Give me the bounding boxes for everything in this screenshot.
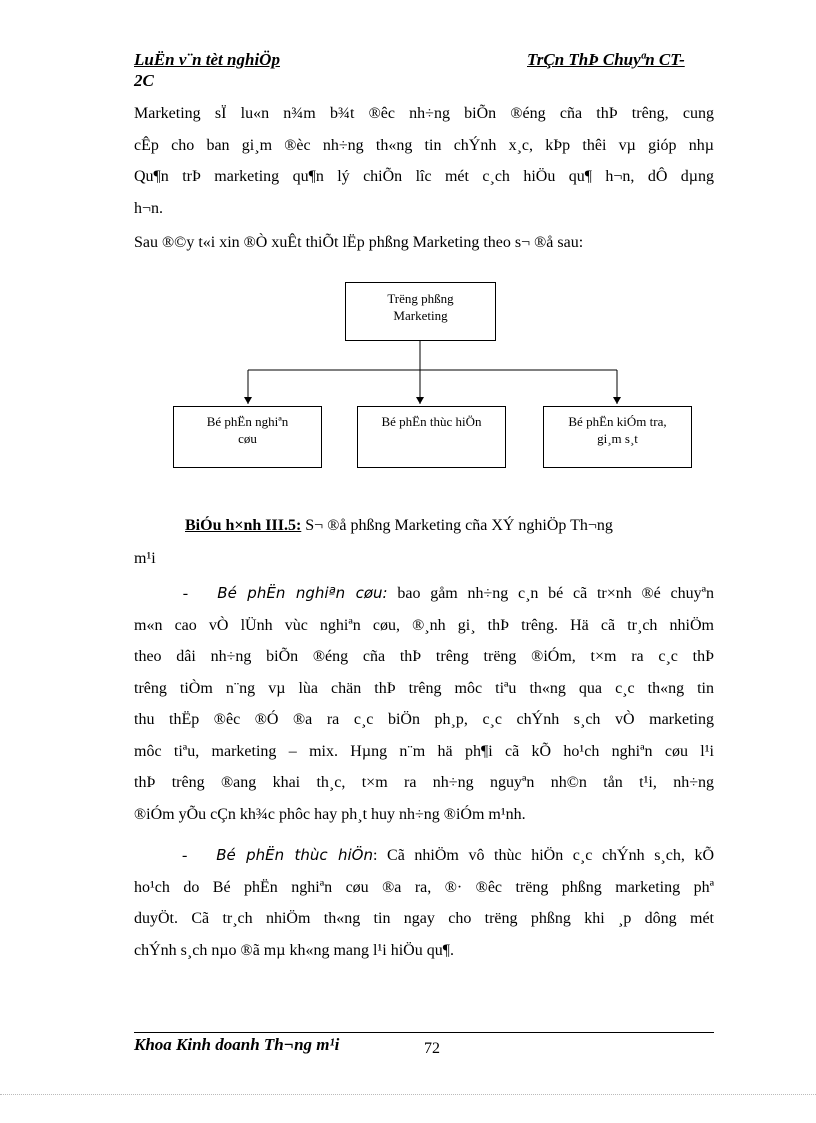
figure-caption bbox=[185, 517, 613, 535]
text-line: thu thËp ®êc ®Ó ®a ra c¸c biÖn ph¸p, c¸c chÝnh s¸ch vÒ marketing bbox=[134, 711, 714, 728]
org-box-research bbox=[173, 406, 322, 468]
org-box-label: Trëng phßng bbox=[387, 291, 454, 306]
org-box-label: gi¸m s¸t bbox=[597, 431, 638, 446]
text-line: duyÖt. Cã tr¸ch nhiÖm th«ng tin ngay cho trëng phßng khi ¸p dông mét bbox=[134, 910, 714, 927]
header-author-continuation: 2C bbox=[134, 71, 154, 90]
text-line: Sau ®©y t«i xin ®Ò xuÊt thiÕt lËp phßng Marketing theo s¬ ®å sau: bbox=[134, 234, 584, 251]
text-line: m«n cao vÒ lÜnh vùc nghiªn cøu, ®¸nh gi¸ thÞ trêng. Hä cã tr¸ch nhiÖm bbox=[134, 616, 714, 634]
text-line: Qu¶n trÞ marketing qu¶n lý chiÕn lîc mét c¸ch hiÖu qu¶ h¬n, dÔ dµng bbox=[134, 168, 714, 185]
text-line: thÞ trêng ®ang khai th¸c, t×m ra nh÷ng nguyªn nh©n tån t¹i, nh÷ng bbox=[134, 774, 714, 791]
figure-caption-label: BiÓu h×nh III.5: bbox=[185, 517, 302, 534]
text-line: môc tiªu, marketing – mix. Hµng n¨m hä ph¶i cã kÕ ho¹ch nghiªn cøu l¹i bbox=[134, 742, 714, 760]
text-line: Marketing sÏ lu«n n¾m b¾t ®êc nh÷ng biÕn ®éng cña thÞ trêng, cung bbox=[134, 105, 714, 122]
text-line: theo dâi nh÷ng biÕn ®éng cña thÞ trêng trëng ®iÓm, t×m ra c¸c thÞ bbox=[134, 648, 714, 665]
bullet-dash: - bbox=[182, 847, 188, 864]
org-box-execution bbox=[357, 406, 506, 468]
figure-caption-text: S¬ ®å phßng Marketing cña XÝ nghiÖp Th¬ng bbox=[301, 517, 613, 534]
text-fragment: : Cã nhiÖm vô thùc hiÖn c¸c chÝnh s¸ch, kÕ bbox=[372, 847, 715, 864]
text-line: ho¹ch do Bé phËn nghiªn cøu ®a ra, ®· ®êc trëng phßng marketing phª bbox=[134, 878, 714, 896]
org-box-label: cøu bbox=[238, 431, 257, 446]
term-execution: Bé phËn thùc hiÖn bbox=[216, 846, 373, 864]
term-research: Bé phËn nghiªn cøu: bbox=[217, 584, 388, 602]
footer-faculty: Khoa Kinh doanh Th¬ng m¹i bbox=[134, 1035, 340, 1054]
org-box-label: Bé phËn nghiªn bbox=[206, 414, 289, 429]
text-line: chÝnh s¸ch nµo ®ã mµ kh«ng mang l¹i hiÖu qu¶. bbox=[134, 941, 454, 959]
page-bottom-divider bbox=[0, 1094, 816, 1095]
org-box-head-of-marketing bbox=[345, 282, 496, 341]
org-box-label: Marketing bbox=[393, 308, 448, 323]
page-number: 72 bbox=[424, 1040, 440, 1057]
footer-rule bbox=[134, 1032, 714, 1033]
header-title-left: LuËn v¨n tèt nghiÖp bbox=[134, 50, 280, 69]
header-author-right: TrÇn ThÞ Chuyªn CT- bbox=[527, 50, 685, 69]
text-fragment: bao gåm nh÷ng c¸n bé cã tr×nh ®é chuyªn bbox=[387, 585, 715, 602]
text-line: ®iÓm yÕu cÇn kh¾c phôc hay ph¸t huy nh÷ng ®iÓm m¹nh. bbox=[134, 805, 526, 823]
text-line bbox=[134, 840, 714, 872]
text-line bbox=[134, 578, 714, 610]
org-box-control bbox=[543, 406, 692, 468]
section-research bbox=[134, 578, 714, 830]
text-line: cÊp cho ban gi¸m ®èc nh÷ng th«ng tin chÝnh x¸c, kÞp thêi vµ gióp nhµ bbox=[134, 136, 714, 154]
text-line: h¬n. bbox=[134, 199, 164, 217]
org-box-label: Bé phËn thùc hiÖn bbox=[381, 414, 482, 429]
figure-caption-continuation: m¹i bbox=[134, 550, 156, 567]
text-line: trêng tiÒm n¨ng vµ lùa chän thÞ trêng môc tiªu th«ng qua c¸c th«ng tin bbox=[134, 679, 714, 697]
org-box-label: Bé phËn kiÓm tra, bbox=[568, 414, 667, 429]
section-execution bbox=[134, 840, 714, 966]
bullet-dash: - bbox=[182, 585, 189, 602]
